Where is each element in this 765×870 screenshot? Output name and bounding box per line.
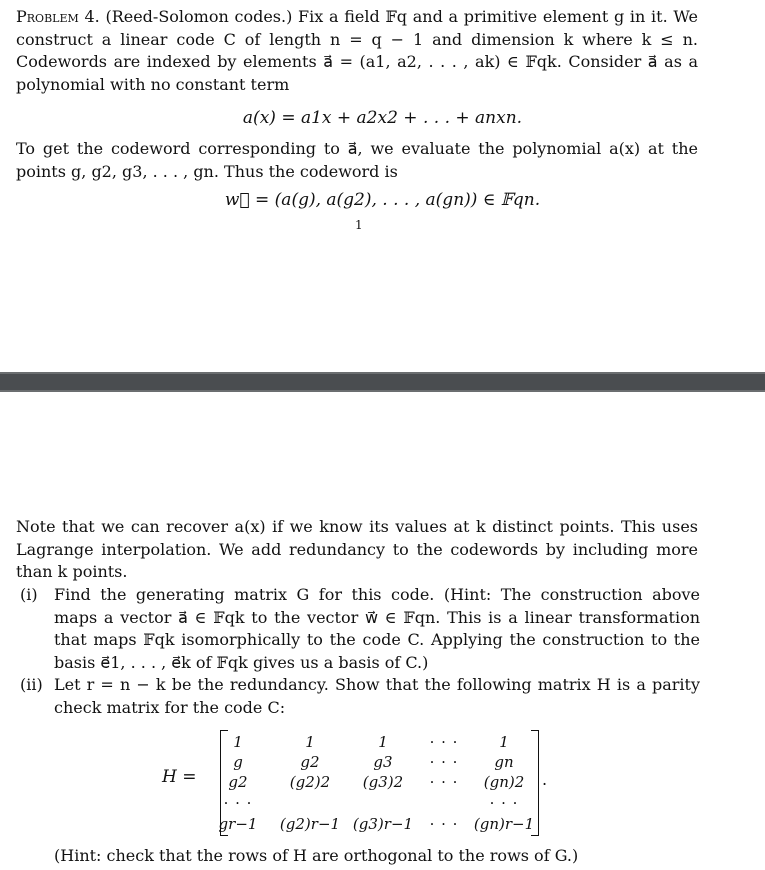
- problem-statement: [16, 6, 698, 96]
- matrix-cell: g: [233, 753, 243, 771]
- matrix-cell: (g3)r−1: [352, 815, 414, 833]
- orthogonality-hint: (Hint: check that the rows of H are orthogonal to the rows of G.): [54, 846, 579, 865]
- matrix-cell: · · ·: [429, 753, 459, 771]
- subproblem-text: Let r = n − k be the redundancy. Show that the following matrix H is a parity check matrix for the code C:: [54, 675, 700, 717]
- matrix-cell: 1: [378, 733, 388, 751]
- subproblem-ii: [16, 674, 700, 719]
- page-separator: [0, 372, 765, 392]
- matrix-cell: (gn)2: [483, 773, 525, 791]
- matrix-cell: 1: [233, 733, 243, 751]
- matrix-cell: g2: [300, 753, 320, 771]
- matrix-cell: (gn)r−1: [473, 815, 535, 833]
- matrix-cell: gn: [494, 753, 514, 771]
- subproblem-label: (i): [20, 585, 38, 604]
- codeword-equation: w⃗ = (a(g), a(g2), . . . , a(gn)) ∈ 𝔽qn.: [224, 190, 541, 210]
- subproblem-list: [16, 584, 700, 719]
- matrix-period: .: [542, 770, 548, 789]
- subproblem-i: [16, 584, 700, 674]
- matrix-cell: 1: [305, 733, 315, 751]
- matrix-cell: g3: [373, 753, 393, 771]
- matrix-cell: 1: [499, 733, 509, 751]
- polynomial-equation: a(x) = a1x + a2x2 + . . . + anxn.: [242, 108, 523, 128]
- problem-label: Problem 4.: [16, 7, 100, 26]
- subproblem-label: (ii): [20, 675, 43, 694]
- matrix-cell: · · ·: [429, 773, 459, 791]
- matrix-label: H =: [162, 767, 197, 787]
- matrix-cell: (g2)r−1: [279, 815, 341, 833]
- matrix-cell: · · ·: [429, 815, 459, 833]
- subproblem-text: Find the generating matrix G for this code. (Hint: The construction above maps a vector a⃗ ∈ 𝔽qk to the vector w⃗ ∈ 𝔽qn. This is a linear transformation that maps 𝔽qk isomorphically to the code C. Applying the construction to the basis e⃗1, . . . , e⃗k of 𝔽qk gives us a basis of C.): [54, 585, 700, 672]
- matrix-cell: (g3)2: [362, 773, 404, 791]
- interpolation-paragraph: Note that we can recover a(x) if we know its values at k distinct points. This uses Lagrange interpolation. We add redundancy to the codewords by including more than k points.: [16, 517, 698, 581]
- page-top: [0, 0, 765, 372]
- matrix-cell: · · ·: [223, 794, 253, 812]
- problem-intro: (Reed-Solomon codes.) Fix a field 𝔽q and a primitive element g in it. We construct a linear code C of length n = q − 1 and dimension k where k ≤ n. Codewords are indexed by elements a⃗ = (a1, a2, . . . , ak) ∈ 𝔽qk. Consider a⃗ as a polynomial with no constant term: [16, 7, 699, 94]
- matrix-cell: · · ·: [429, 733, 459, 751]
- matrix-cell: · · ·: [489, 794, 519, 812]
- codeword-paragraph: To get the codeword corresponding to a⃗, we evaluate the polynomial a(x) at the points g, g2, g3, . . . , gn. Thus the codeword is: [16, 139, 698, 181]
- matrix-cell: gr−1: [218, 815, 258, 833]
- page-number: 1: [355, 218, 363, 232]
- matrix-cell: g2: [228, 773, 248, 791]
- matrix-cell: (g2)2: [289, 773, 331, 791]
